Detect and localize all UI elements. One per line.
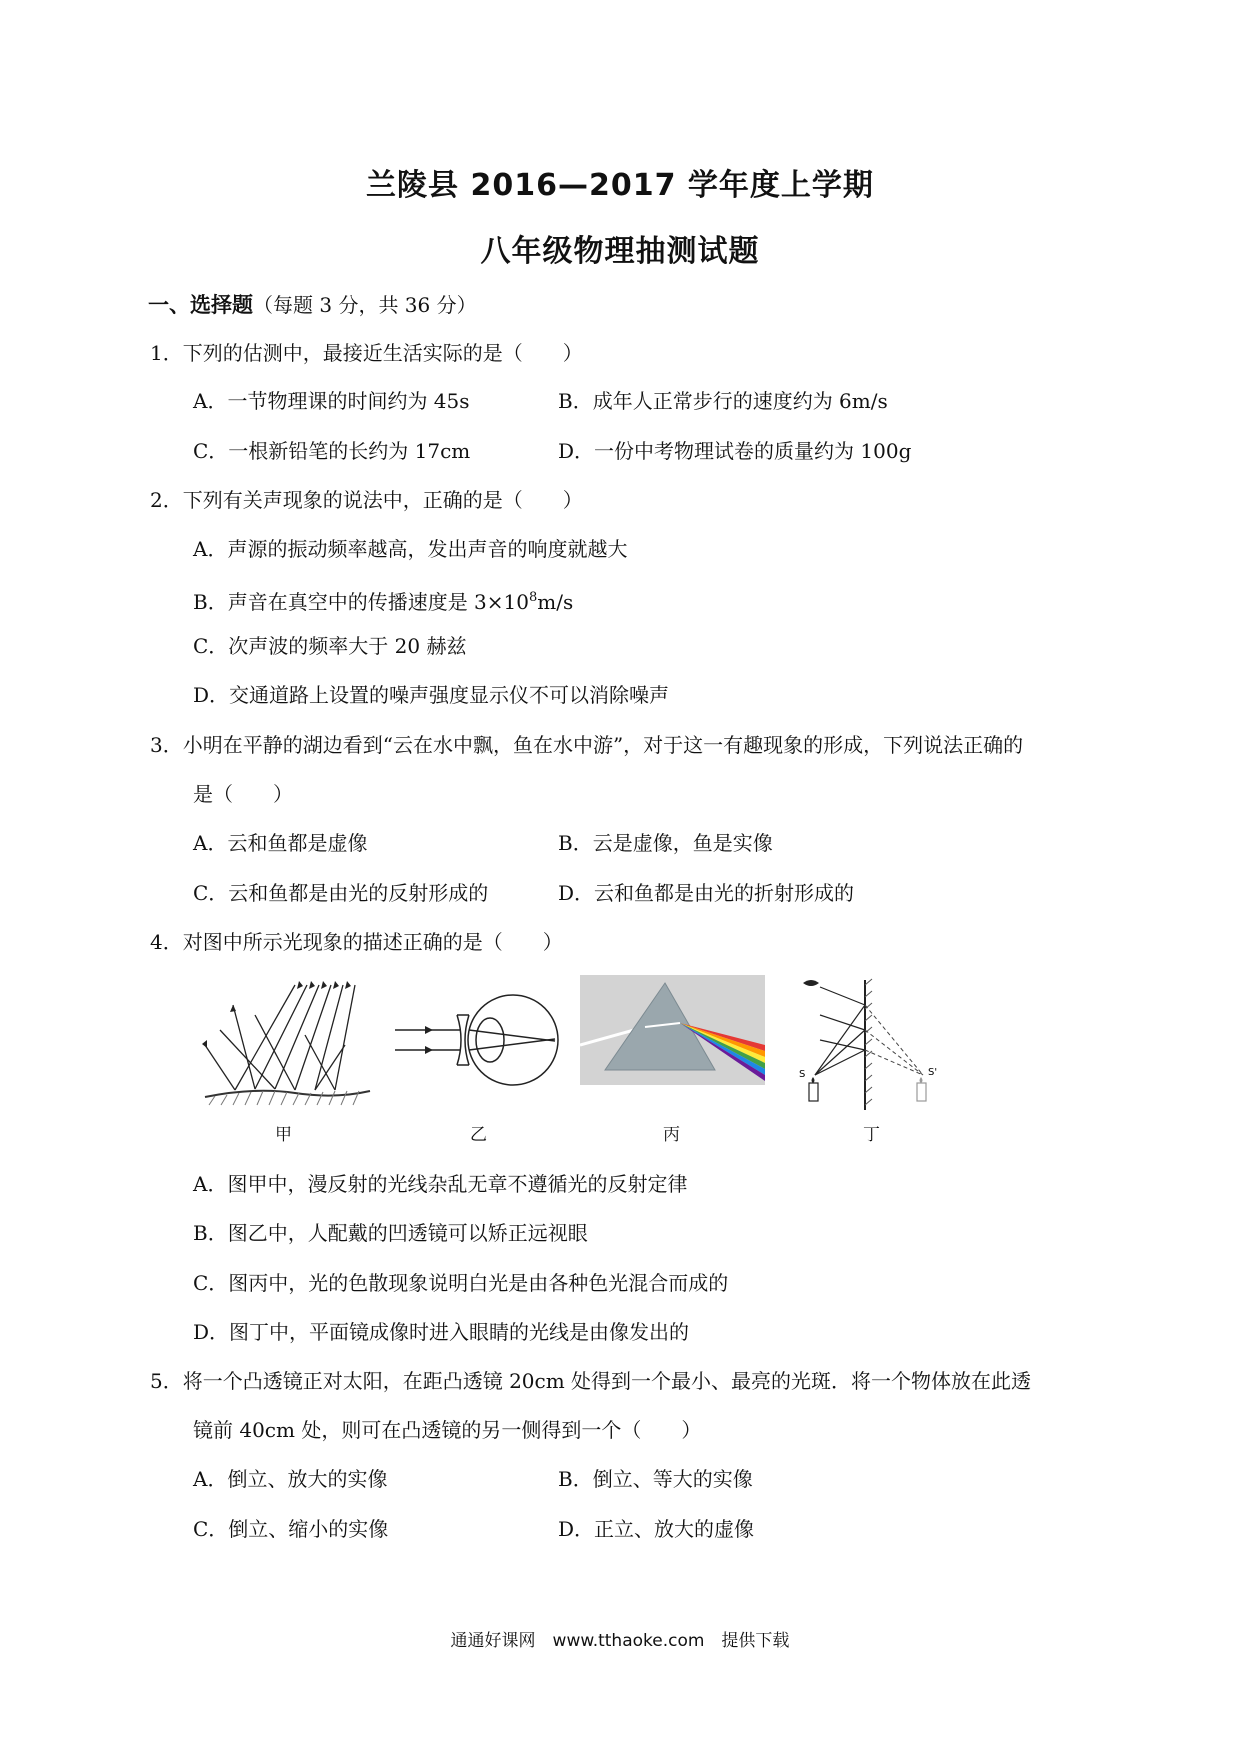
q4-option-c: C．图丙中，光的色散现象说明白光是由各种色光混合而成的	[193, 1271, 729, 1295]
q2-option-a: A．声源的振动频率越高，发出声音的响度就越大	[193, 537, 628, 561]
figure-label-ding: 丁	[863, 1125, 880, 1145]
section-label: 一、选择题	[148, 293, 253, 317]
q4-option-a: A．图甲中，漫反射的光线杂乱无章不遵循光的反射定律	[193, 1172, 688, 1196]
q5-option-c: C．倒立、缩小的实像	[193, 1517, 389, 1541]
q4-option-b: B．图乙中，人配戴的凹透镜可以矫正远视眼	[193, 1221, 588, 1245]
q5-stem: 5．将一个凸透镜正对太阳，在距凸透镜 20cm 处得到一个最小、最亮的光斑．将一个物体放在此透	[150, 1369, 1032, 1393]
figure-prism-dispersion	[580, 975, 765, 1085]
figure-plane-mirror	[795, 975, 975, 1115]
figure-diffuse-reflection	[195, 975, 375, 1115]
section-note: （每题 3 分，共 36 分）	[253, 293, 477, 317]
q1-option-c: C．一根新铅笔的长约为 17cm	[193, 439, 471, 463]
q3-option-b: B．云是虚像，鱼是实像	[558, 831, 773, 855]
mirror-label-s: S	[799, 1069, 806, 1080]
figure-label-jia: 甲	[275, 1125, 292, 1145]
q3-stem-continued: 是（ ）	[193, 782, 293, 806]
q2-option-d: D．交通道路上设置的噪声强度显示仪不可以消除噪声	[193, 683, 670, 707]
figure-label-bing: 丙	[663, 1125, 680, 1145]
q1-option-a: A．一节物理课的时间约为 45s	[193, 389, 470, 413]
q4-figures	[195, 975, 975, 1145]
q2-option-b	[193, 585, 573, 615]
figure-eye-lens	[395, 975, 565, 1115]
q1-option-b: B．成年人正常步行的速度约为 6m/s	[558, 389, 888, 413]
q5-stem-continued: 镜前 40cm 处，则可在凸透镜的另一侧得到一个（ ）	[193, 1418, 702, 1442]
title-line-2: 八年级物理抽测试题	[480, 234, 760, 269]
q3-option-c: C．云和鱼都是由光的反射形成的	[193, 881, 489, 905]
page-footer: 通通好课网 www.tthaoke.com 提供下载	[450, 1631, 790, 1651]
mirror-label-s-prime: S'	[928, 1067, 938, 1078]
q2-option-c: C．次声波的频率大于 20 赫兹	[193, 634, 467, 658]
q3-option-d: D．云和鱼都是由光的折射形成的	[558, 881, 855, 905]
title-line-1: 兰陵县 2016—2017 学年度上学期	[366, 168, 874, 203]
q2-option-b-text: B．声音在真空中的传播速度是 3×10	[193, 590, 529, 614]
q4-stem: 4．对图中所示光现象的描述正确的是（ ）	[150, 930, 563, 954]
figure-label-yi: 乙	[470, 1125, 487, 1145]
q2-option-b-exponent: 8	[529, 590, 538, 605]
q2-stem: 2．下列有关声现象的说法中，正确的是（ ）	[150, 488, 583, 512]
q1-option-d: D．一份中考物理试卷的质量约为 100g	[558, 439, 912, 463]
q5-option-a: A．倒立、放大的实像	[193, 1467, 388, 1491]
q2-option-b-unit: m/s	[537, 590, 574, 614]
q1-stem: 1．下列的估测中，最接近生活实际的是（ ）	[150, 341, 583, 365]
q3-stem: 3．小明在平静的湖边看到“云在水中飘，鱼在水中游”，对于这一有趣现象的形成，下列说法正确的	[150, 733, 1024, 757]
q4-option-d: D．图丁中，平面镜成像时进入眼睛的光线是由像发出的	[193, 1320, 690, 1344]
q5-option-d: D．正立、放大的虚像	[558, 1517, 755, 1541]
q3-option-a: A．云和鱼都是虚像	[193, 831, 368, 855]
q5-option-b: B．倒立、等大的实像	[558, 1467, 753, 1491]
section-heading	[148, 289, 477, 319]
